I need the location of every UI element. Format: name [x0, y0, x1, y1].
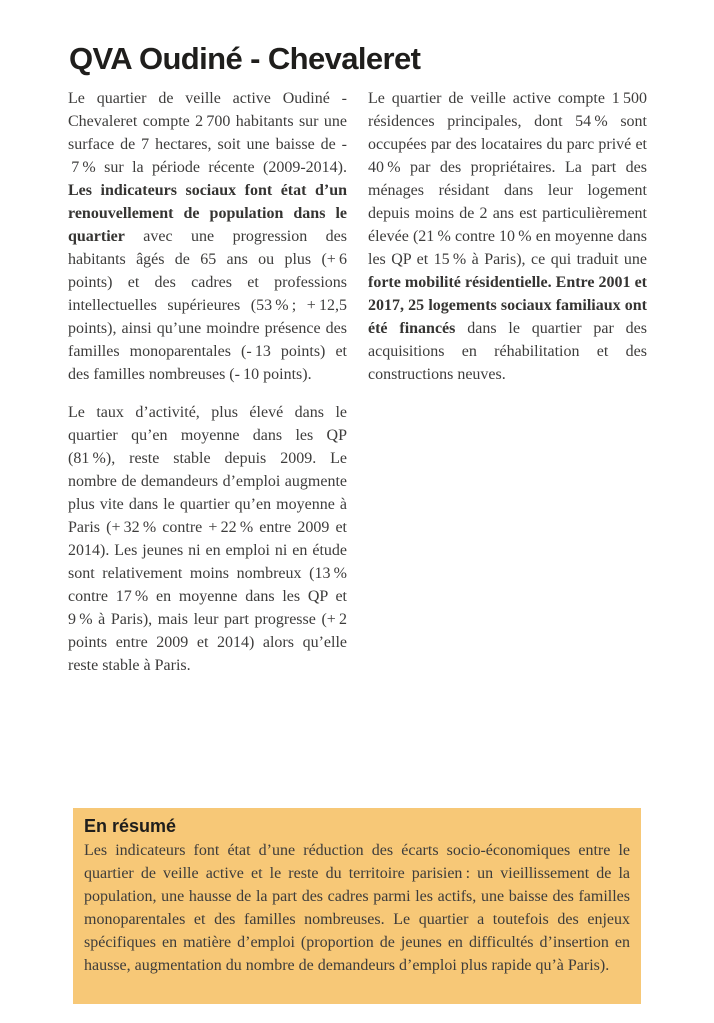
right-column	[368, 87, 647, 677]
right-column-paragraph-1	[368, 87, 647, 386]
right-para1-text: Le quartier de veille active compte 1 500 résidences principales, dont 54 % sont occupées par des locataires du parc privé et 40 % par des propriétaires. La part des ménages résidant dans leur logement depuis moins de 2 ans est particulièrement élevée (21 % contre 10 % en moyenne dans les QP et 15 % à Paris), ce qui traduit une	[368, 90, 647, 268]
two-column-body	[68, 87, 648, 677]
summary-heading: En résumé	[84, 816, 177, 836]
summary-body-text: Les indicateurs font état d’une réduction des écarts socio-économiques entre le quartier de veille active et le reste du territoire parisien : un vieillissement de la population, une hausse de la part des cadres parmi les actifs, une baisse des familles monoparentales et des familles nombreuses. Le quartier a toutefois des enjeux spécifiques en matière d’emploi (proportion de jeunes en difficultés d’insertion en hausse, augmentation du nombre de demandeurs d’emploi plus rapide qu’à Paris).	[84, 842, 630, 974]
right-para1-bold-text: forte mobilité résidentielle. Entre 2001 et 2017, 25 logements sociaux familiaux ont été financés	[368, 274, 647, 337]
left-para1-text: Le quartier de veille active Oudiné - Chevaleret compte 2 700 habitants sur une surface de 7 hectares, soit une baisse de - 7 % sur la période récente (2009-2014).	[68, 90, 347, 176]
summary-highlight-box	[73, 808, 641, 1004]
left-para1-bold-text: Les indicateurs sociaux font état d’un renouvellement de population dans le quartier	[68, 182, 347, 245]
page-title: QVA Oudiné - Chevaleret	[69, 40, 421, 76]
left-para1-text-cont: avec une progression des habitants âgés de 65 ans ou plus (+ 6 points) et des cadres et professions intellectuelles supérieures (53 % ; + 12,5 points), ainsi qu’une moindre présence des familles monoparentales (- 13 points) et des familles nombreuses (- 10 points).	[68, 228, 347, 383]
left-column-paragraph-1	[68, 87, 347, 386]
left-column	[68, 87, 347, 677]
left-column-paragraph-2: Le taux d’activité, plus élevé dans le quartier qu’en moyenne dans les QP (81 %), reste stable depuis 2009. Le nombre de demandeurs d’emploi augmente plus vite dans le quartier qu’en moyenne à Paris (+ 32 % contre + 22 % entre 2009 et 2014). Les jeunes ni en emploi ni en étude sont relativement moins nombreux (13 % contre 17 % en moyenne dans les QP et 9 % à Paris), mais leur part progresse (+ 2 points entre 2009 et 2014) alors qu’elle reste stable à Paris.	[68, 404, 347, 674]
right-para1-text-cont: dans le quartier par des acquisitions en réhabilitation et des constructions neuves.	[368, 320, 648, 383]
